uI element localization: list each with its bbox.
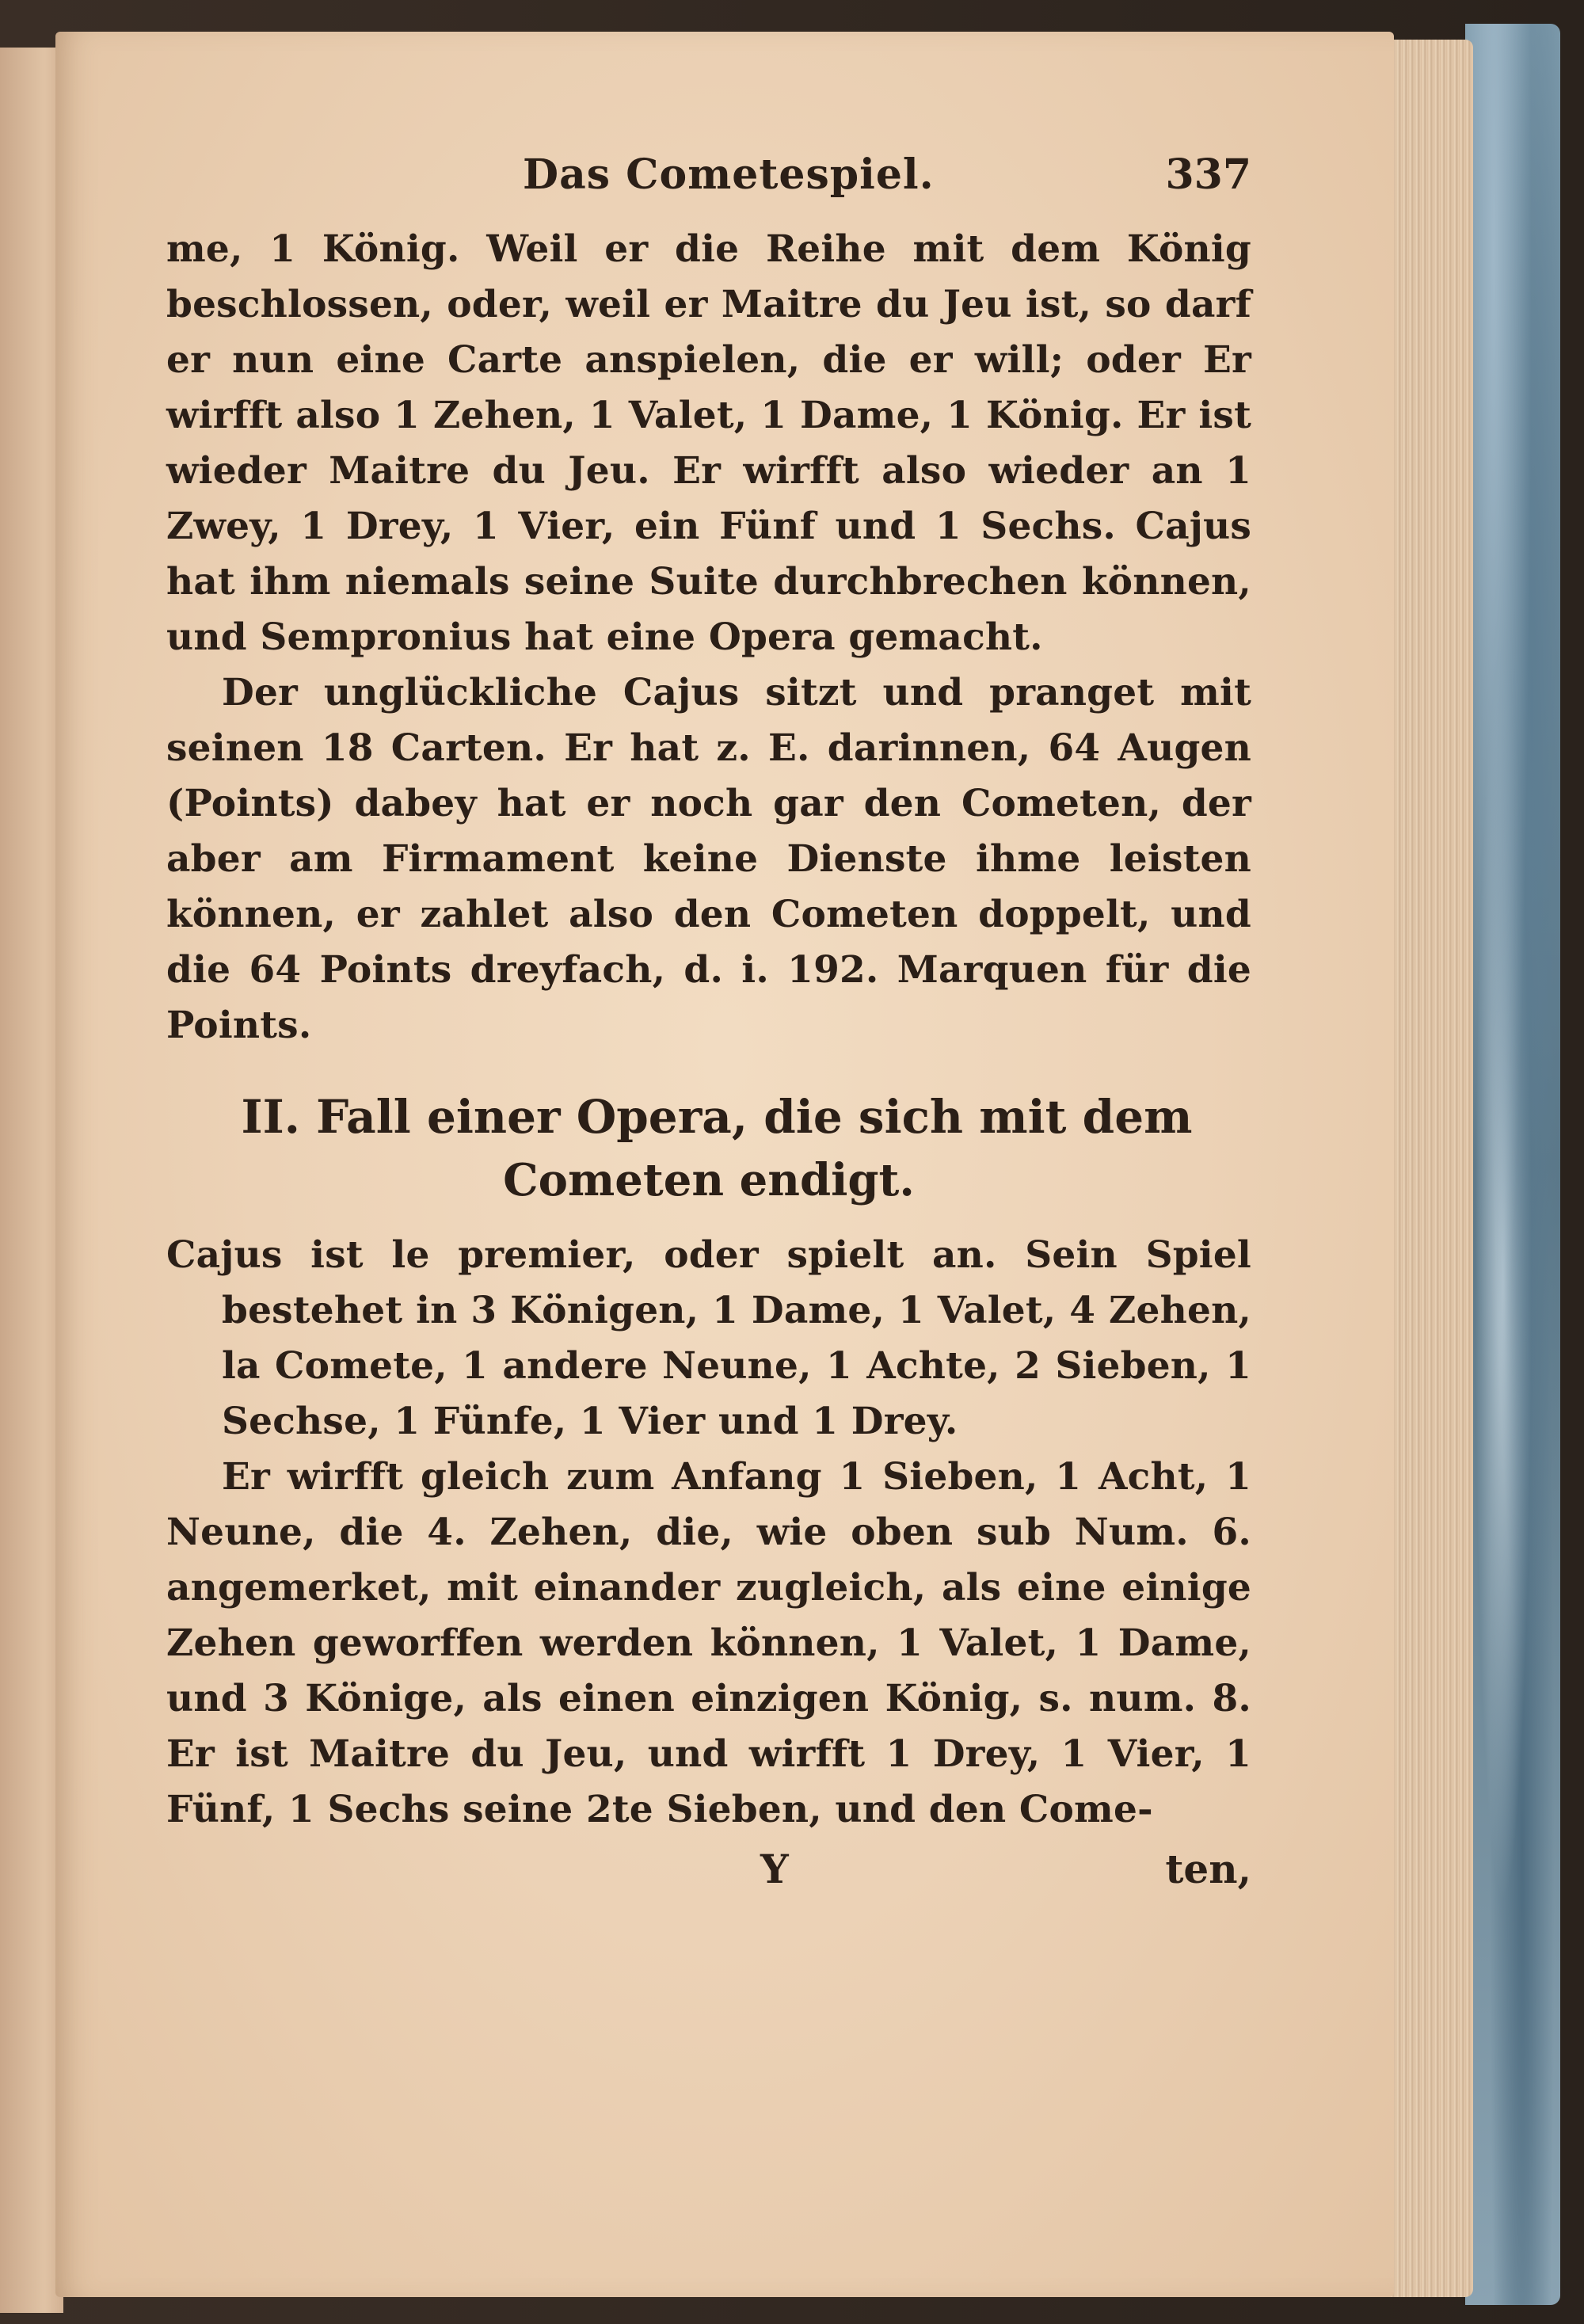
facing-page-edge xyxy=(0,48,63,2313)
page-number: 337 xyxy=(1165,150,1251,199)
page-content xyxy=(166,150,1251,1909)
running-head xyxy=(166,150,1251,222)
marbled-cover xyxy=(1465,24,1560,2305)
running-title: Das Cometespiel. xyxy=(523,150,935,199)
paragraph-2: Der unglückliche Cajus sitzt und pranget mit seinen 18 Carten. Er hat z. E. darinnen, 64 Augen (Points) dabey hat er noch gar den Cometen, der aber am Firmament keine Dienste ihme leisten können, er zahlet also den Cometen doppelt, und die 64 Points dreyfach, d. i. 192. Marquen für die Points. xyxy=(166,671,1251,1047)
book-page xyxy=(55,32,1394,2297)
section-heading xyxy=(166,1085,1251,1212)
page-footer xyxy=(166,1846,1251,1909)
paragraph-3: Cajus ist le premier, oder spielt an. Sein Spiel bestehet in 3 Königen, 1 Dame, 1 Valet, 4 Zehen, la Comete, 1 andere Neune, 1 Achte, 2 Sieben, 1 Sechse, 1 Fünfe, 1 Vier und 1 Drey. xyxy=(166,1233,1251,1443)
section-heading-line-2: Cometen endigt. xyxy=(503,1154,915,1206)
signature-mark: Y xyxy=(760,1846,789,1892)
paragraph-1: me, 1 König. Weil er die Reihe mit dem König beschlossen, oder, weil er Maitre du Jeu ist, so darf er nun eine Carte anspielen, die er will; oder Er wirfft also 1 Zehen, 1 Valet, 1 Dame, 1 König. Er ist wieder Maitre du Jeu. Er wirfft also wieder an 1 Zwey, 1 Drey, 1 Vier, ein Fünf und 1 Sechs. Cajus hat ihm niemals seine Suite durchbrechen können, und Sempronius hat eine Opera gemacht. xyxy=(166,227,1251,659)
catchword: ten, xyxy=(1165,1846,1251,1892)
section-heading-line-1: II. Fall einer Opera, die sich mit dem xyxy=(241,1090,1193,1144)
paragraph-4: Er wirfft gleich zum Anfang 1 Sieben, 1 Acht, 1 Neune, die 4. Zehen, die, wie oben sub Num. 6. angemerket, mit einander zugleich, als eine einige Zehen geworffen werden können, 1 Valet, 1 Dame, und 3 Könige, als einen einzigen König, s. num. 8. Er ist Maitre du Jeu, und wirfft 1 Drey, 1 Vier, 1 Fünf, 1 Sechs seine 2te Sieben, und den Come- xyxy=(166,1455,1251,1831)
